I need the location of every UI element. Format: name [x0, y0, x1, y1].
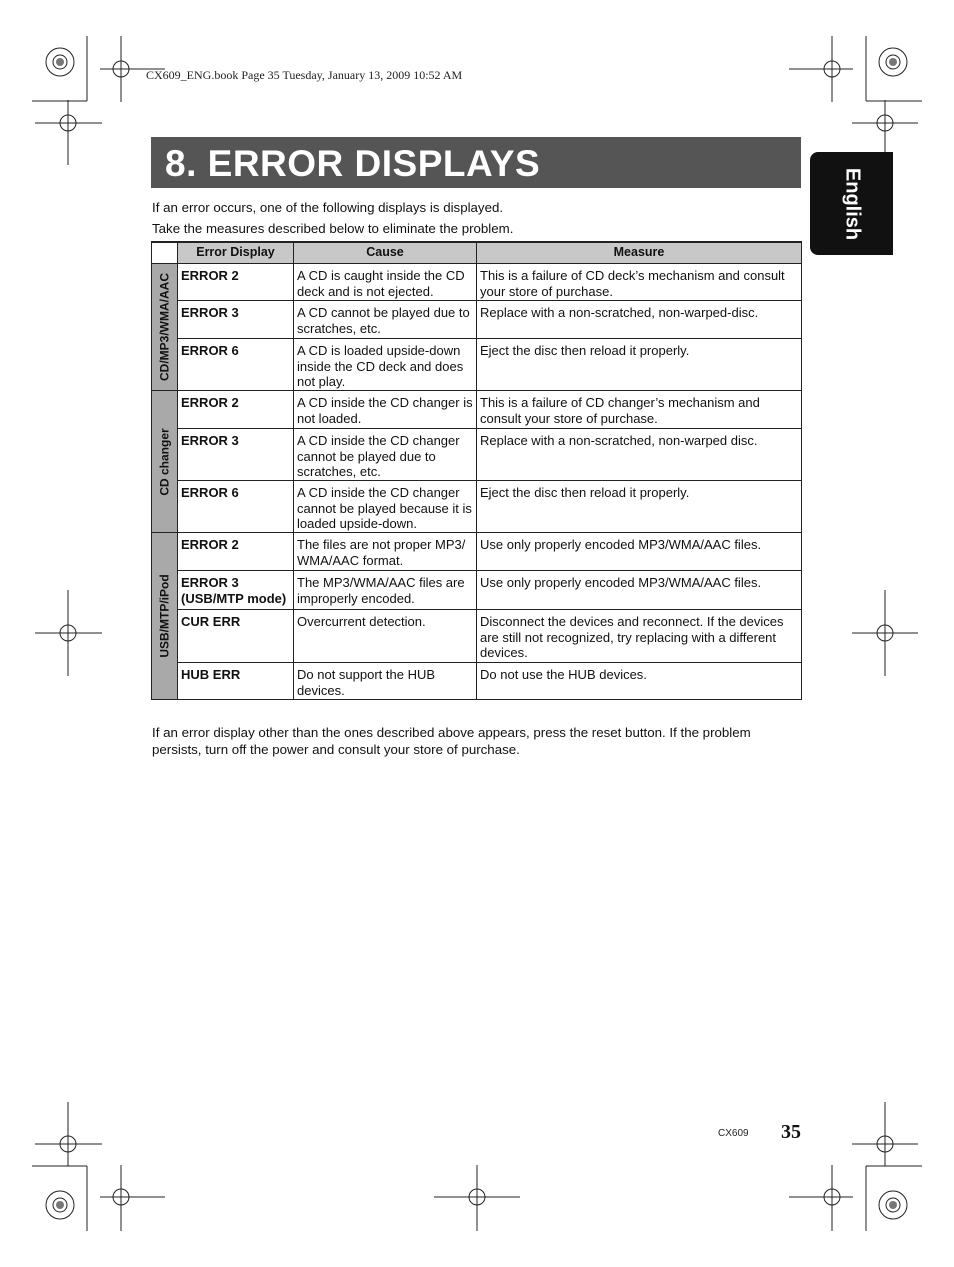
group-label-cd-mp3: CD/MP3/WMA/AAC	[156, 273, 171, 381]
error-code: ERROR 6	[178, 339, 294, 391]
error-cause: A CD is loaded upside-down inside the CD deck and does not play.	[294, 339, 477, 391]
group-label-cd-changer: CD changer	[156, 427, 171, 496]
error-code: CUR ERR	[178, 610, 294, 663]
error-code: ERROR 6	[178, 481, 294, 533]
group-label-cell	[152, 533, 178, 700]
error-measure: Do not use the HUB devices.	[477, 663, 802, 700]
error-measure: This is a failure of CD deck’s mechanism and consult your store of purchase.	[477, 264, 802, 301]
book-header: CX609_ENG.book Page 35 Tuesday, January 13, 2009 10:52 AM	[146, 68, 463, 82]
error-cause: A CD cannot be played due to scratches, etc.	[294, 301, 477, 339]
intro-line-1: If an error occurs, one of the following displays is displayed.	[152, 200, 504, 215]
error-code: ERROR 2	[178, 391, 294, 429]
error-measure: Replace with a non-scratched, non-warped-disc.	[477, 301, 802, 339]
error-cause: A CD is caught inside the CD deck and is not ejected.	[294, 264, 477, 301]
error-cause: A CD inside the CD changer is not loaded.	[294, 391, 477, 429]
table-row	[152, 610, 802, 663]
header-blank	[152, 242, 178, 264]
table-row	[152, 533, 802, 571]
error-measure: Eject the disc then reload it properly.	[477, 339, 802, 391]
outro-paragraph: If an error display other than the ones described above appears, press the reset button. If the problem persists, turn off the power and consult your store of purchase.	[152, 725, 751, 757]
table-row	[152, 391, 802, 429]
table-row	[152, 301, 802, 339]
model-name: CX609	[718, 1128, 749, 1139]
error-code: HUB ERR	[178, 663, 294, 700]
table-row	[152, 663, 802, 700]
language-tab-label: English	[841, 167, 863, 240]
error-table	[151, 241, 802, 700]
error-cause: The files are not proper MP3/ WMA/AAC format.	[294, 533, 477, 571]
group-label-usb: USB/MTP/iPod	[156, 574, 171, 658]
error-cause: The MP3/WMA/AAC files are improperly encoded.	[294, 571, 477, 610]
error-measure: Use only properly encoded MP3/WMA/AAC files.	[477, 533, 802, 571]
language-tab	[810, 152, 893, 255]
error-measure: Replace with a non-scratched, non-warped disc.	[477, 429, 802, 481]
error-cause: A CD inside the CD changer cannot be played due to scratches, etc.	[294, 429, 477, 481]
error-code: ERROR 3	[178, 301, 294, 339]
table-row	[152, 481, 802, 533]
error-cause: Do not support the HUB devices.	[294, 663, 477, 700]
table-row	[152, 339, 802, 391]
table-row	[152, 264, 802, 301]
intro-line-2: Take the measures described below to eliminate the problem.	[152, 221, 514, 236]
header-error-display: Error Display	[178, 242, 294, 264]
error-code: ERROR 2	[178, 533, 294, 571]
error-cause: Overcurrent detection.	[294, 610, 477, 663]
error-measure: Disconnect the devices and reconnect. If the devices are still not recognized, try replacing with a different devices.	[477, 610, 802, 663]
header-measure: Measure	[477, 242, 802, 264]
error-code: ERROR 2	[178, 264, 294, 301]
error-code: ERROR 3	[178, 429, 294, 481]
error-cause: A CD inside the CD changer cannot be played because it is loaded upside-down.	[294, 481, 477, 533]
error-measure: Eject the disc then reload it properly.	[477, 481, 802, 533]
title-bar	[151, 137, 801, 188]
error-measure: Use only properly encoded MP3/WMA/AAC files.	[477, 571, 802, 610]
table-row	[152, 571, 802, 610]
table-row	[152, 429, 802, 481]
page-title: 8. ERROR DISPLAYS	[165, 143, 541, 184]
error-code: ERROR 3 (USB/MTP mode)	[178, 571, 294, 610]
table-header-row	[152, 242, 802, 264]
header-cause: Cause	[294, 242, 477, 264]
error-measure: This is a failure of CD changer’s mechanism and consult your store of purchase.	[477, 391, 802, 429]
group-label-cell	[152, 264, 178, 391]
group-label-cell	[152, 391, 178, 533]
page-number: 35	[781, 1121, 801, 1143]
